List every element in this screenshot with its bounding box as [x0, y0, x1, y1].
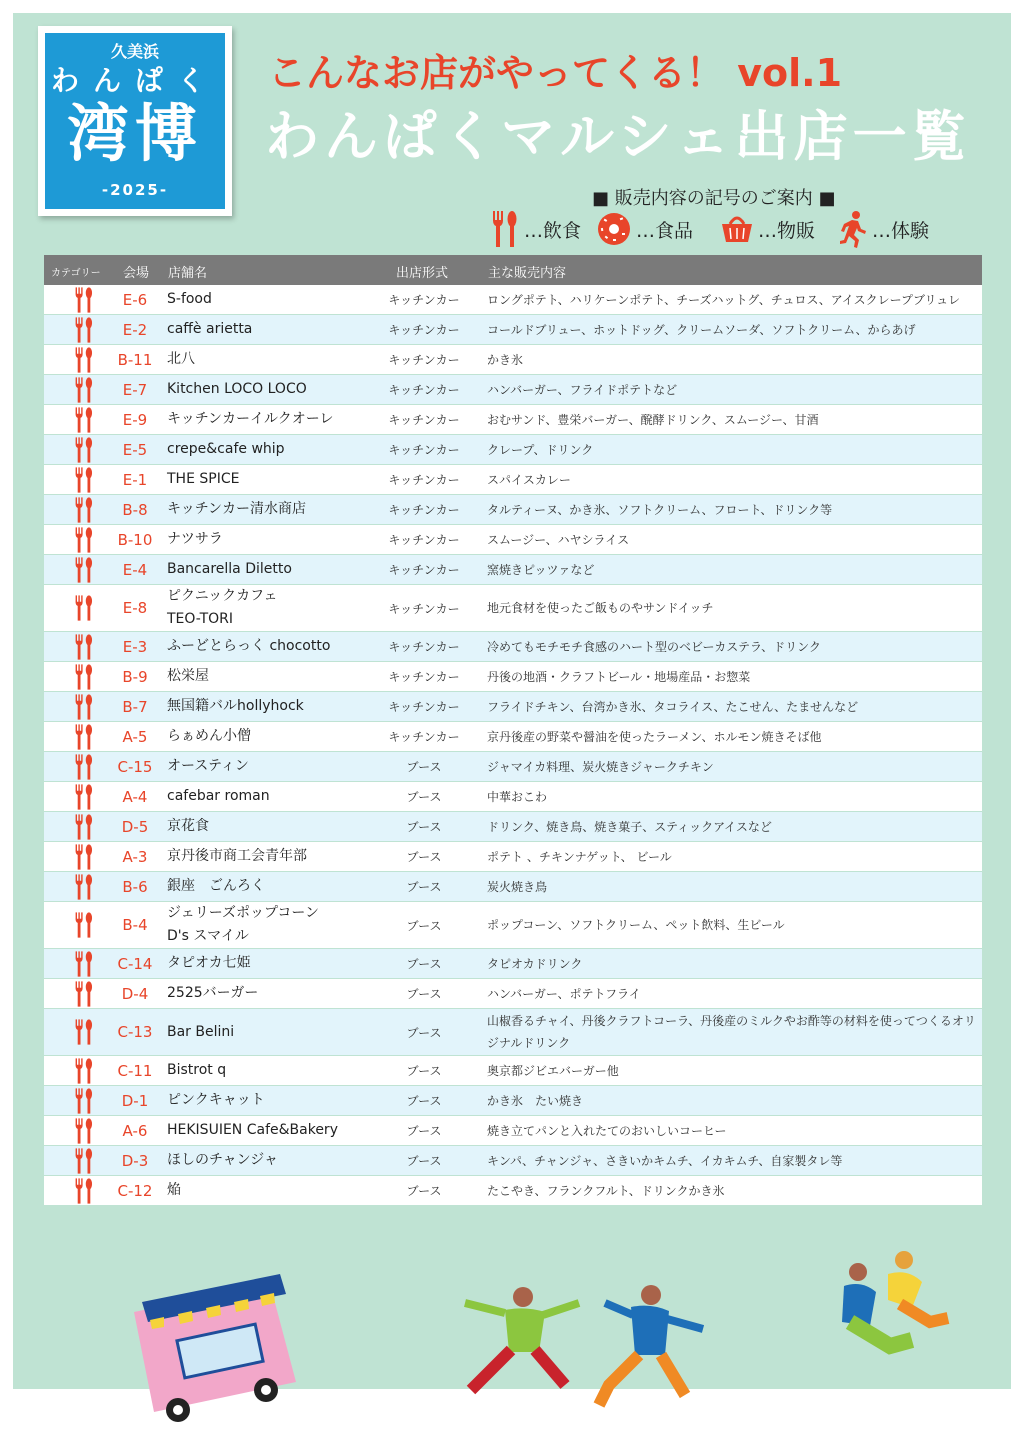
shop-type-cell: ブース: [406, 957, 442, 971]
venue-cell: A-3: [122, 847, 148, 866]
shop-type-cell: ブース: [406, 820, 442, 834]
items-cell: 奥京都ジビエバーガー他: [487, 1063, 619, 1078]
fork-knife-icon: [71, 594, 97, 622]
fork-knife-icon: [71, 1177, 97, 1205]
items-cell: タルティーヌ、かき氷、ソフトクリーム、フロート、ドリンク等: [487, 502, 833, 517]
venue-cell: C-14: [117, 954, 153, 973]
category-cell: [66, 345, 102, 374]
fork-knife-icon: [71, 813, 97, 841]
legend-title: ■ 販売内容の記号のご案内 ■: [592, 188, 836, 209]
venue-cell: E-3: [122, 637, 148, 656]
category-cell: [66, 1116, 102, 1145]
table-row: [44, 752, 982, 782]
items-cell: かき氷 たい焼き: [487, 1093, 584, 1108]
legend-item-goods: [720, 212, 815, 246]
category-cell: [66, 405, 102, 434]
shop-type-cell: ブース: [406, 1064, 442, 1078]
fork-knife-icon: [71, 783, 97, 811]
fork-knife-icon: [71, 1117, 97, 1145]
legend-item-experience: [838, 212, 929, 246]
table-row: [44, 585, 982, 632]
shop-type-cell: キッチンカー: [388, 640, 460, 654]
running-person-icon: [838, 210, 868, 248]
fork-knife-icon: [490, 209, 520, 249]
items-cell: 焼き立てパンと入れたてのおいしいコーヒー: [487, 1123, 727, 1138]
category-cell: [66, 375, 102, 404]
items-cell: かき氷: [487, 352, 524, 367]
page-subtitle: こんなお店がやってくる！ vol.1: [268, 51, 843, 95]
venue-cell: A-6: [122, 1121, 148, 1140]
venue-cell: E-9: [122, 410, 148, 429]
category-cell: [66, 902, 102, 948]
venue-cell: D-5: [121, 817, 149, 836]
table-row: [44, 525, 982, 555]
venue-cell: C-11: [117, 1061, 153, 1080]
shop-type-cell: キッチンカー: [388, 473, 460, 487]
table-row: [44, 812, 982, 842]
venue-cell: C-15: [117, 757, 153, 776]
venue-cell: D-4: [121, 984, 149, 1003]
items-cell: 窯焼きピッツァなど: [487, 562, 595, 577]
fork-knife-icon: [71, 496, 97, 524]
items-cell: クレープ、ドリンク: [487, 442, 594, 457]
table-body: [44, 285, 982, 1206]
shop-name-cell: Bistrot q: [167, 1062, 227, 1078]
fork-knife-icon: [71, 873, 97, 901]
fork-knife-icon: [71, 633, 97, 661]
items-cell: ハンバーガー、ポテトフライ: [487, 986, 641, 1001]
shop-name-cell: ピクニックカフェ TEO-TORI: [167, 588, 278, 627]
sitting-people-illustration: [838, 1250, 968, 1375]
items-cell: フライドチキン、台湾かき氷、タコライス、たこせん、たませんなど: [487, 699, 859, 714]
items-cell: 地元食材を使ったご飯ものやサンドイッチ: [487, 601, 714, 615]
shop-name-cell: オースティン: [167, 758, 249, 774]
shop-name-cell: ふーどとらっく chocotto: [167, 638, 331, 654]
shop-type-cell: ブース: [406, 790, 442, 804]
shop-type-cell: キッチンカー: [388, 503, 460, 517]
items-cell: 丹後の地酒・クラフトビール・地場産品・お惣菜: [487, 669, 751, 684]
table-row: [44, 345, 982, 375]
shop-name-cell: S-food: [167, 291, 212, 307]
category-cell: [66, 752, 102, 781]
shop-name-cell: HEKISUIEN Cafe&Bakery: [167, 1122, 338, 1138]
shop-name-cell: THE SPICE: [167, 471, 240, 487]
food-truck-illustration: [120, 1262, 310, 1432]
table-row: [44, 872, 982, 902]
table-row: [44, 632, 982, 662]
shop-name-cell: 京花食: [167, 818, 209, 834]
fork-knife-icon: [71, 286, 97, 314]
shop-type-cell: ブース: [406, 1124, 442, 1138]
shop-name-cell: Bar Belini: [167, 1023, 235, 1040]
table-row: [44, 722, 982, 752]
category-cell: [66, 1009, 102, 1055]
items-cell: タピオカドリンク: [487, 956, 583, 971]
items-cell: おむサンド、豊栄バーガー、醗酵ドリンク、スムージー、甘酒: [487, 412, 819, 427]
fork-knife-icon: [71, 843, 97, 871]
category-cell: [66, 1056, 102, 1085]
shop-type-cell: ブース: [406, 760, 442, 774]
logo-small-text: 久美浜: [110, 42, 159, 61]
table-row: [44, 285, 982, 315]
venue-cell: C-12: [117, 1181, 153, 1200]
fork-knife-icon: [71, 723, 97, 751]
venue-cell: E-6: [122, 290, 148, 309]
category-cell: [66, 979, 102, 1008]
fork-knife-icon: [71, 980, 97, 1008]
table-header: [44, 255, 982, 285]
category-cell: [66, 1146, 102, 1175]
shop-type-cell: キッチンカー: [388, 670, 460, 684]
venue-cell: D-3: [121, 1151, 149, 1170]
venue-cell: A-4: [122, 787, 148, 806]
venue-cell: E-4: [122, 560, 148, 579]
category-cell: [66, 525, 102, 554]
table-row: [44, 405, 982, 435]
event-logo: [38, 26, 232, 216]
shop-name-cell: ピンクキャット: [167, 1092, 265, 1108]
shop-table: [44, 255, 982, 1206]
logo-big-text: 湾博: [66, 97, 203, 170]
shop-type-cell: キッチンカー: [388, 443, 460, 457]
table-row: [44, 555, 982, 585]
fork-knife-icon: [71, 753, 97, 781]
items-cell: 炭火焼き鳥: [487, 879, 548, 894]
donut-icon: [596, 211, 632, 247]
table-row: [44, 662, 982, 692]
table-row: [44, 1176, 982, 1206]
fork-knife-icon: [71, 1147, 97, 1175]
logo-mid-text: わんぱく: [50, 64, 219, 97]
shop-name-cell: ほしのチャンジャ: [167, 1152, 278, 1168]
shop-type-cell: ブース: [406, 1094, 442, 1108]
shop-name-cell: タピオカ七姫: [167, 955, 251, 971]
venue-cell: A-5: [122, 727, 148, 746]
shop-name-cell: 京丹後市商工会青年部: [167, 848, 307, 864]
legend-label-goods: …物販: [758, 219, 816, 242]
items-cell: ロングポテト、ハリケーンポテト、チーズハットグ、チュロス、アイスクレープブリュレ: [487, 292, 961, 307]
items-cell: 京丹後産の野菜や醤油を使ったラーメン、ホルモン焼きそば他: [487, 729, 822, 744]
legend-label-experience: …体験: [872, 219, 930, 242]
table-row: [44, 1116, 982, 1146]
venue-cell: B-7: [122, 697, 148, 716]
shop-name-cell: cafebar roman: [167, 788, 270, 804]
items-cell: ハンバーガー、フライドポテトなど: [487, 382, 678, 397]
shop-type-cell: ブース: [406, 1154, 442, 1168]
items-cell: たこやき、フランクフルト、ドリンクかき氷: [487, 1183, 725, 1198]
shop-name-cell: crepe&cafe whip: [167, 441, 285, 457]
shop-type-cell: キッチンカー: [388, 323, 460, 337]
items-cell: コールドブリュー、ホットドッグ、クリームソーダ、ソフトクリーム、からあげ: [487, 322, 916, 337]
category-cell: [66, 285, 102, 314]
table-row: [44, 782, 982, 812]
legend-item-groceries: [596, 212, 693, 246]
venue-cell: B-8: [122, 500, 148, 519]
shop-name-cell: 無国籍バルhollyhock: [167, 698, 304, 714]
category-cell: [66, 1086, 102, 1115]
shop-type-cell: ブース: [406, 1025, 442, 1040]
table-row: [44, 902, 982, 949]
fork-knife-icon: [71, 316, 97, 344]
category-cell: [66, 782, 102, 811]
fork-knife-icon: [71, 693, 97, 721]
legend-item-food: [490, 212, 581, 246]
table-row: [44, 435, 982, 465]
fork-knife-icon: [71, 1018, 97, 1046]
shop-name-cell: ジェリーズポップコーン D's スマイル: [167, 905, 320, 944]
shop-type-cell: キッチンカー: [388, 383, 460, 397]
shop-type-cell: ブース: [406, 918, 442, 933]
category-cell: [66, 1176, 102, 1205]
table-row: [44, 1056, 982, 1086]
items-cell: スパイスカレー: [487, 472, 571, 487]
table-row: [44, 949, 982, 979]
shop-type-cell: ブース: [406, 1184, 442, 1198]
shop-name-cell: caffè arietta: [167, 321, 253, 337]
venue-cell: E-5: [122, 440, 148, 459]
fork-knife-icon: [71, 1087, 97, 1115]
category-cell: [66, 435, 102, 464]
items-cell: 冷めてもモチモチ食感のハート型のベビーカステラ、ドリンク: [487, 639, 821, 654]
shop-type-cell: ブース: [406, 987, 442, 1001]
items-cell: 山椒香るチャイ、丹後クラフトコーラ、丹後産のミルクやお酢等の材料を使ってつくるオリジナルドリンク: [487, 1014, 976, 1050]
shop-type-cell: キッチンカー: [388, 413, 460, 427]
table-row: [44, 1146, 982, 1176]
header-type: 出店形式: [396, 266, 449, 281]
shop-name-cell: 松栄屋: [167, 668, 209, 684]
shop-name-cell: 2525バーガー: [167, 985, 259, 1001]
table-row: [44, 1086, 982, 1116]
shop-type-cell: ブース: [406, 850, 442, 864]
fork-knife-icon: [71, 406, 97, 434]
fork-knife-icon: [71, 1057, 97, 1085]
shop-type-cell: キッチンカー: [388, 601, 460, 616]
category-cell: [66, 949, 102, 978]
people-illustration: [455, 1275, 725, 1425]
items-cell: ポップコーン、ソフトクリーム、ペット飲料、生ビール: [487, 918, 785, 932]
legend-label-groceries: …食品: [636, 219, 694, 242]
category-cell: [66, 555, 102, 584]
category-cell: [66, 315, 102, 344]
header-items: 主な販売内容: [488, 266, 567, 281]
category-cell: [66, 585, 102, 631]
items-cell: 中華おこわ: [487, 789, 548, 804]
items-cell: ジャマイカ料理、炭火焼きジャークチキン: [487, 759, 714, 774]
category-cell: [66, 632, 102, 661]
venue-cell: B-9: [122, 667, 148, 686]
items-cell: スムージー、ハヤシライス: [487, 532, 630, 547]
table-row: [44, 1009, 982, 1056]
basket-icon: [720, 212, 754, 246]
venue-cell: B-4: [122, 916, 148, 934]
shop-type-cell: キッチンカー: [388, 293, 460, 307]
shop-name-cell: 焔: [167, 1182, 181, 1198]
legend-label-food: …飲食: [524, 219, 582, 242]
fork-knife-icon: [71, 526, 97, 554]
category-cell: [66, 812, 102, 841]
items-cell: ドリンク、焼き鳥、焼き菓子、スティックアイスなど: [487, 819, 772, 834]
table-row: [44, 692, 982, 722]
table-row: [44, 842, 982, 872]
shop-type-cell: キッチンカー: [388, 533, 460, 547]
shop-name-cell: キッチンカーイルクオーレ: [167, 411, 334, 427]
venue-cell: B-11: [117, 350, 153, 369]
venue-cell: E-8: [122, 599, 148, 617]
category-cell: [66, 495, 102, 524]
venue-cell: E-2: [122, 320, 148, 339]
items-cell: ポテト 、チキンナゲット、 ビール: [487, 849, 672, 864]
fork-knife-icon: [71, 346, 97, 374]
table-row: [44, 495, 982, 525]
fork-knife-icon: [71, 376, 97, 404]
fork-knife-icon: [71, 911, 97, 939]
table-row: [44, 465, 982, 495]
venue-cell: D-1: [121, 1091, 149, 1110]
fork-knife-icon: [71, 556, 97, 584]
category-cell: [66, 662, 102, 691]
venue-cell: B-6: [122, 877, 148, 896]
shop-name-cell: らぁめん小僧: [167, 728, 251, 744]
shop-name-cell: Bancarella Diletto: [167, 561, 292, 577]
category-cell: [66, 842, 102, 871]
shop-type-cell: キッチンカー: [388, 353, 460, 367]
fork-knife-icon: [71, 950, 97, 978]
shop-type-cell: ブース: [406, 880, 442, 894]
header-venue: 会場: [123, 266, 150, 281]
venue-cell: B-10: [117, 530, 153, 549]
items-cell: キンパ、チャンジャ、さきいかキムチ、イカキムチ、自家製タレ等: [487, 1153, 843, 1168]
shop-type-cell: キッチンカー: [388, 700, 460, 714]
page-title: わんぱくマルシェ出店一覧: [265, 105, 971, 168]
table-row: [44, 375, 982, 405]
shop-name-cell: キッチンカー清水商店: [167, 501, 307, 517]
shop-name-cell: ナツサラ: [167, 531, 223, 547]
header-name: 店舗名: [168, 266, 208, 281]
category-cell: [66, 722, 102, 751]
table-row: [44, 315, 982, 345]
fork-knife-icon: [71, 663, 97, 691]
category-cell: [66, 872, 102, 901]
category-cell: [66, 465, 102, 494]
fork-knife-icon: [71, 436, 97, 464]
header-category: カテゴリー: [51, 268, 101, 279]
shop-name-cell: 北八: [167, 351, 195, 367]
shop-type-cell: キッチンカー: [388, 563, 460, 577]
venue-cell: E-7: [122, 380, 148, 399]
fork-knife-icon: [71, 466, 97, 494]
shop-name-cell: Kitchen LOCO LOCO: [167, 381, 307, 397]
venue-cell: E-1: [122, 470, 148, 489]
shop-type-cell: キッチンカー: [388, 730, 460, 744]
table-row: [44, 979, 982, 1009]
category-cell: [66, 692, 102, 721]
shop-name-cell: 銀座 ごんろく: [167, 878, 265, 894]
venue-cell: C-13: [117, 1023, 153, 1041]
logo-year-text: -2025-: [101, 181, 169, 199]
